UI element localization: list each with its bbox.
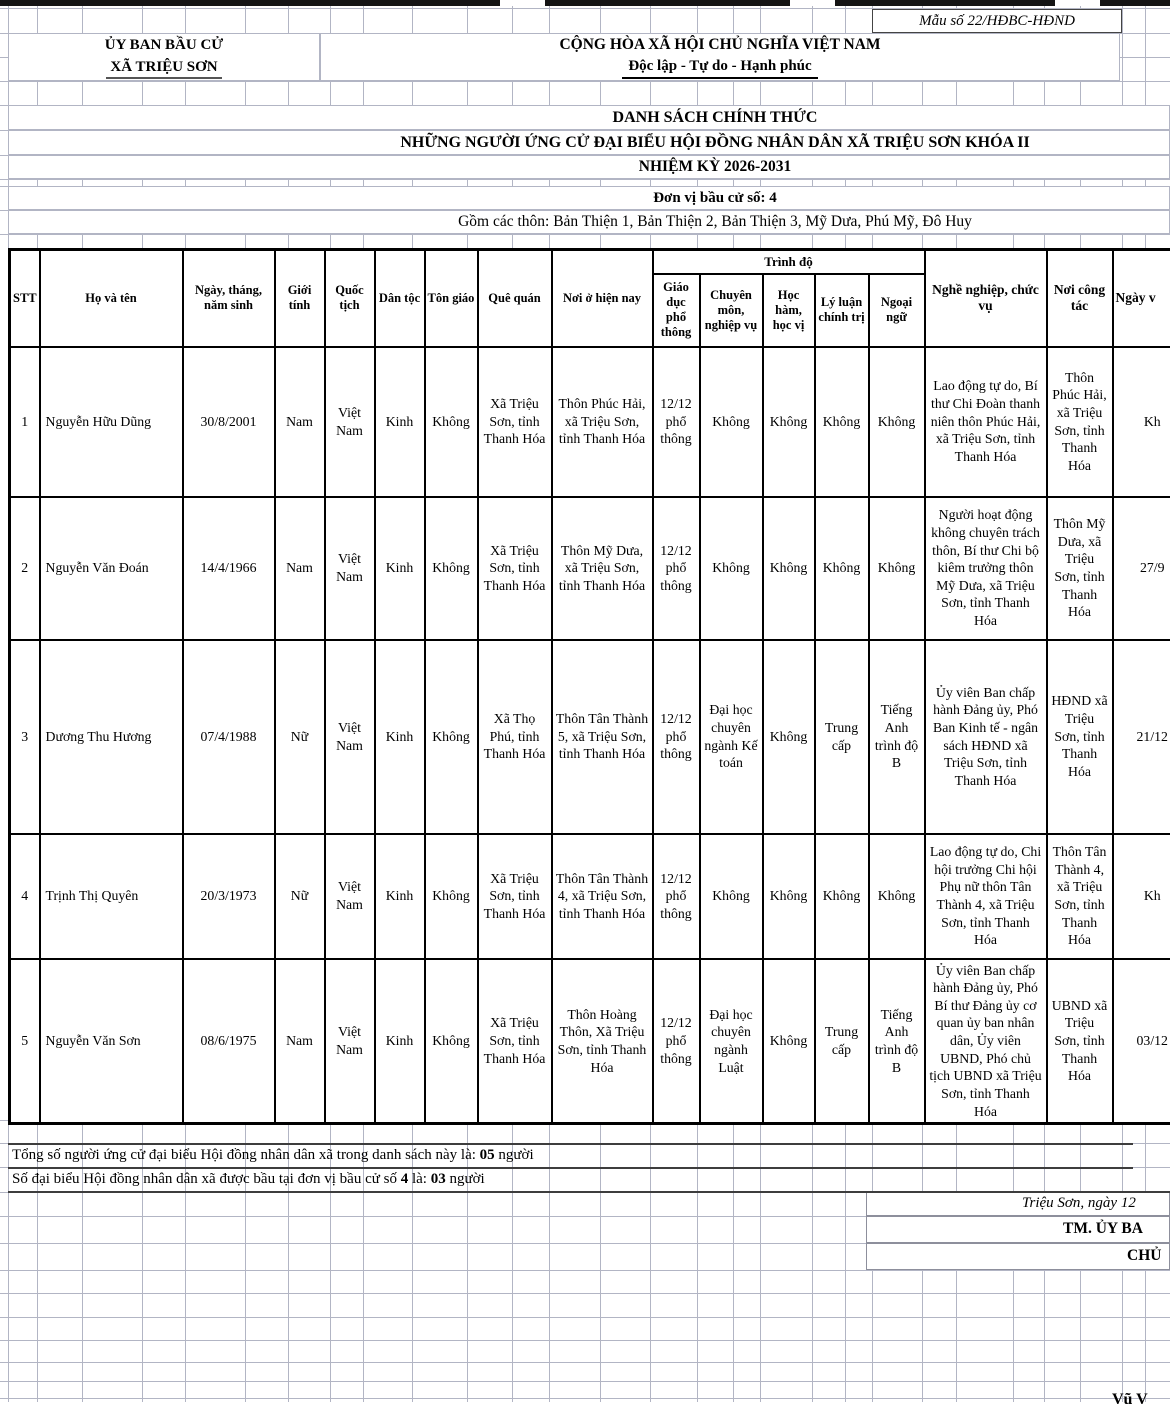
org-name-line2 — [8, 56, 320, 81]
table-cell: Không — [425, 959, 478, 1124]
table-cell: Không — [425, 640, 478, 834]
signer-name: Vũ V — [1112, 1391, 1148, 1408]
table-cell: Kinh — [375, 834, 425, 959]
table-cell: Xã Triệu Sơn, tỉnh Thanh Hóa — [478, 497, 552, 640]
table-cell: Không — [425, 834, 478, 959]
page-edge-bar — [1100, 0, 1170, 6]
table-cell: 03/12 — [1113, 959, 1170, 1124]
signature-place-date: Triệu Sơn, ngày 12 — [1022, 1195, 1136, 1211]
col-header-stt: STT — [10, 250, 40, 347]
table-cell: Không — [815, 834, 869, 959]
grid-line — [0, 234, 1170, 235]
grid-line — [0, 81, 1170, 82]
table-cell: Kh — [1113, 347, 1170, 497]
table-cell: HĐND xã Triệu Sơn, tỉnh Thanh Hóa — [1047, 640, 1113, 834]
table-cell: Đại học chuyên ngành Luật — [700, 959, 763, 1124]
grid-line — [0, 1381, 1170, 1382]
table-cell: Nam — [275, 497, 325, 640]
document-title-line2: NHỮNG NGƯỜI ỨNG CỬ ĐẠI BIỂU HỘI ĐỒNG NHÂN DÂN XÃ TRIỆU SƠN KHÓA II — [400, 133, 1030, 151]
table-cell: Không — [763, 834, 815, 959]
table-cell: Không — [700, 497, 763, 640]
table-header-row — [10, 250, 1170, 274]
table-cell: 30/8/2001 — [183, 347, 275, 497]
col-header-occupation: Nghề nghiệp, chức vụ — [925, 250, 1047, 347]
table-cell: 08/6/1975 — [183, 959, 275, 1124]
table-cell: Thôn Tân Thành 4, xã Triệu Sơn, tỉnh Thanh Hóa — [1047, 834, 1113, 959]
table-cell: Thôn Hoàng Thôn, Xã Triệu Sơn, tỉnh Thanh Hóa — [552, 959, 653, 1124]
table-row — [10, 640, 1170, 834]
table-cell: Không — [763, 347, 815, 497]
table-cell: Đại học chuyên ngành Kế toán — [700, 640, 763, 834]
col-header-religion: Tôn giáo — [425, 250, 478, 347]
table-cell: 5 — [10, 959, 40, 1124]
page-edge-bar — [545, 0, 790, 6]
elected-seats-text: Số đại biểu Hội đồng nhân dân xã được bầu tại đơn vị bầu cử số — [12, 1171, 401, 1187]
document-title-line3: NHIỆM KỲ 2026-2031 — [638, 158, 792, 175]
total-candidates-count: 05 — [479, 1147, 495, 1163]
election-unit-number: 4 — [400, 1171, 409, 1187]
candidate-table — [8, 248, 1170, 1125]
col-header-ethnicity: Dân tộc — [375, 250, 425, 347]
motto-underlined: Độc lập - Tự do - Hạnh phúc — [622, 58, 817, 79]
total-candidates-text: Tổng số người ứng cử đại biểu Hội đồng nhân dân xã trong danh sách này là: — [12, 1147, 480, 1163]
table-cell: Xã Triệu Sơn, tỉnh Thanh Hóa — [478, 834, 552, 959]
col-header-academic: Học hàm, học vị — [763, 274, 815, 347]
table-cell: Lao động tự do, Bí thư Chi Đoàn thanh niên thôn Phúc Hải, xã Triệu Sơn, tỉnh Thanh Hóa — [925, 347, 1047, 497]
totals-rule — [8, 1191, 1170, 1193]
table-cell: 4 — [10, 834, 40, 959]
table-row — [10, 959, 1170, 1124]
elected-seats-mid: là: — [408, 1171, 431, 1187]
table-body — [10, 347, 1170, 1124]
form-code-label: Mẫu số 22/HĐBC-HĐND — [919, 12, 1075, 29]
table-cell: Không — [700, 347, 763, 497]
table-cell: Việt Nam — [325, 959, 375, 1124]
grid-line — [0, 179, 1170, 180]
org-name-underlined: XÃ TRIỆU SƠN — [106, 59, 221, 79]
national-motto-line1: CỘNG HÒA XÃ HỘI CHỦ NGHĨA VIỆT NAM — [559, 36, 881, 53]
table-cell: Không — [815, 497, 869, 640]
table-cell: Không — [815, 347, 869, 497]
col-header-workplace: Nơi công tác — [1047, 250, 1113, 347]
table-cell: Nguyễn Văn Sơn — [40, 959, 183, 1124]
col-header-hometown: Quê quán — [478, 250, 552, 347]
total-candidates-suffix: người — [494, 1147, 534, 1163]
grid-line — [0, 1362, 1170, 1363]
table-cell: 3 — [10, 640, 40, 834]
table-cell: Thôn Mỹ Dưa, xã Triệu Sơn, tỉnh Thanh Hóa — [1047, 497, 1113, 640]
table-cell: Nguyễn Hữu Dũng — [40, 347, 183, 497]
table-cell: 12/12 phổ thông — [653, 834, 700, 959]
table-cell: Dương Thu Hương — [40, 640, 183, 834]
table-cell: Việt Nam — [325, 347, 375, 497]
table-cell: 2 — [10, 497, 40, 640]
table-cell: Không — [869, 347, 925, 497]
table-cell: Không — [869, 834, 925, 959]
table-cell: Không — [869, 497, 925, 640]
table-cell: Trung cấp — [815, 959, 869, 1124]
col-header-dob: Ngày, tháng, năm sinh — [183, 250, 275, 347]
col-header-professional: Chuyên môn, nghiệp vụ — [700, 274, 763, 347]
table-cell: Thôn Phúc Hải, xã Triệu Sơn, tỉnh Thanh Hóa — [1047, 347, 1113, 497]
table-cell: Không — [763, 497, 815, 640]
signature-position: CHỦ — [1127, 1247, 1162, 1264]
grid-line — [0, 1340, 1170, 1341]
signature-on-behalf: TM. ỦY BA — [1063, 1220, 1143, 1237]
grid-line — [0, 1293, 1170, 1294]
page-edge-bar — [835, 0, 1055, 6]
document-title-line1: DANH SÁCH CHÍNH THỨC — [612, 108, 818, 126]
col-header-nationality: Quốc tịch — [325, 250, 375, 347]
table-cell: Xã Thọ Phú, tỉnh Thanh Hóa — [478, 640, 552, 834]
table-cell: Việt Nam — [325, 834, 375, 959]
table-cell: Người hoạt động không chuyên trách thôn, Bí thư Chi bộ kiêm trưởng thôn Mỹ Dưa, xã Triệu Sơn, tỉnh Thanh Hóa — [925, 497, 1047, 640]
table-cell: 1 — [10, 347, 40, 497]
table-cell: Việt Nam — [325, 640, 375, 834]
col-header-political: Lý luận chính trị — [815, 274, 869, 347]
national-motto-line2 — [320, 55, 1120, 81]
election-unit-villages: Gồm các thôn: Bản Thiện 1, Bản Thiện 2, Bản Thiện 3, Mỹ Dưa, Phú Mỹ, Đô Huy — [458, 213, 972, 230]
col-header-gender: Giới tính — [275, 250, 325, 347]
table-cell: Thôn Mỹ Dưa, xã Triệu Sơn, tỉnh Thanh Hóa — [552, 497, 653, 640]
col-header-qualification-group: Trình độ — [653, 250, 925, 274]
grid-line — [0, 1317, 1170, 1318]
table-cell: Trịnh Thị Quyên — [40, 834, 183, 959]
table-cell: Không — [763, 959, 815, 1124]
table-row — [10, 347, 1170, 497]
col-header-education: Giáo dục phổ thông — [653, 274, 700, 347]
table-cell: Kinh — [375, 497, 425, 640]
table-cell: Không — [700, 834, 763, 959]
elected-seats-suffix: người — [445, 1171, 485, 1187]
elected-seats-line — [12, 1168, 485, 1191]
table-cell: 07/4/1988 — [183, 640, 275, 834]
grid-line — [0, 1398, 1170, 1399]
table-cell: Nguyễn Văn Đoán — [40, 497, 183, 640]
table-cell: 21/12 — [1113, 640, 1170, 834]
table-cell: Kinh — [375, 640, 425, 834]
col-header-party-date: Ngày v — [1113, 250, 1170, 347]
table-row — [10, 497, 1170, 640]
elected-seats-count: 03 — [430, 1171, 446, 1187]
table-cell: Kinh — [375, 347, 425, 497]
table-cell: Trung cấp — [815, 640, 869, 834]
table-cell: 27/9 — [1113, 497, 1170, 640]
table-cell: Nữ — [275, 834, 325, 959]
org-name-line1: ỦY BAN BẦU CỬ — [104, 36, 224, 53]
table-cell: Xã Triệu Sơn, tỉnh Thanh Hóa — [478, 959, 552, 1124]
col-header-foreign-language: Ngoại ngữ — [869, 274, 925, 347]
table-cell: 12/12 phổ thông — [653, 640, 700, 834]
col-header-name: Họ và tên — [40, 250, 183, 347]
table-cell: Nữ — [275, 640, 325, 834]
table-cell: UBND xã Triệu Sơn, tỉnh Thanh Hóa — [1047, 959, 1113, 1124]
table-cell: Không — [425, 497, 478, 640]
table-cell: Kinh — [375, 959, 425, 1124]
table-cell: Tiếng Anh trình độ B — [869, 640, 925, 834]
form-code-cell — [872, 9, 1122, 33]
page-edge-bar — [0, 0, 500, 6]
table-cell: 12/12 phổ thông — [653, 347, 700, 497]
table-cell: Ủy viên Ban chấp hành Đảng ủy, Phó Bí thư Đảng ủy cơ quan ủy ban nhân dân, Ủy viên UBND, Phó chủ tịch UBND xã Triệu Sơn, tỉnh Thanh Hóa — [925, 959, 1047, 1124]
table-cell: Việt Nam — [325, 497, 375, 640]
table-cell: Tiếng Anh trình độ B — [869, 959, 925, 1124]
table-cell: Thôn Tân Thành 4, xã Triệu Sơn, tỉnh Thanh Hóa — [552, 834, 653, 959]
table-cell: Nam — [275, 959, 325, 1124]
table-cell: Thôn Phúc Hải, xã Triệu Sơn, tỉnh Thanh Hóa — [552, 347, 653, 497]
table-cell: Xã Triệu Sơn, tỉnh Thanh Hóa — [478, 347, 552, 497]
table-cell: 12/12 phổ thông — [653, 497, 700, 640]
table-cell: Thôn Tân Thành 5, xã Triệu Sơn, tỉnh Thanh Hóa — [552, 640, 653, 834]
table-cell: 20/3/1973 — [183, 834, 275, 959]
table-cell: Lao động tự do, Chi hội trưởng Chi hội Phụ nữ thôn Tân Thành 4, xã Triệu Sơn, tỉnh Thanh Hóa — [925, 834, 1047, 959]
table-cell: Ủy viên Ban chấp hành Đảng ủy, Phó Ban Kinh tế - ngân sách HĐND xã Triệu Sơn, tỉnh Thanh Hóa — [925, 640, 1047, 834]
election-unit-line: Đơn vị bầu cử số: 4 — [653, 189, 777, 206]
table-row — [10, 834, 1170, 959]
table-cell: Kh — [1113, 834, 1170, 959]
total-candidates-line — [12, 1144, 534, 1167]
table-cell: Nam — [275, 347, 325, 497]
table-cell: 12/12 phổ thông — [653, 959, 700, 1124]
grid-line — [0, 1270, 1170, 1271]
table-cell: Không — [763, 640, 815, 834]
merged-cell-signature — [866, 1243, 1170, 1270]
table-cell: 14/4/1966 — [183, 497, 275, 640]
col-header-residence: Nơi ở hiện nay — [552, 250, 653, 347]
table-cell: Không — [425, 347, 478, 497]
